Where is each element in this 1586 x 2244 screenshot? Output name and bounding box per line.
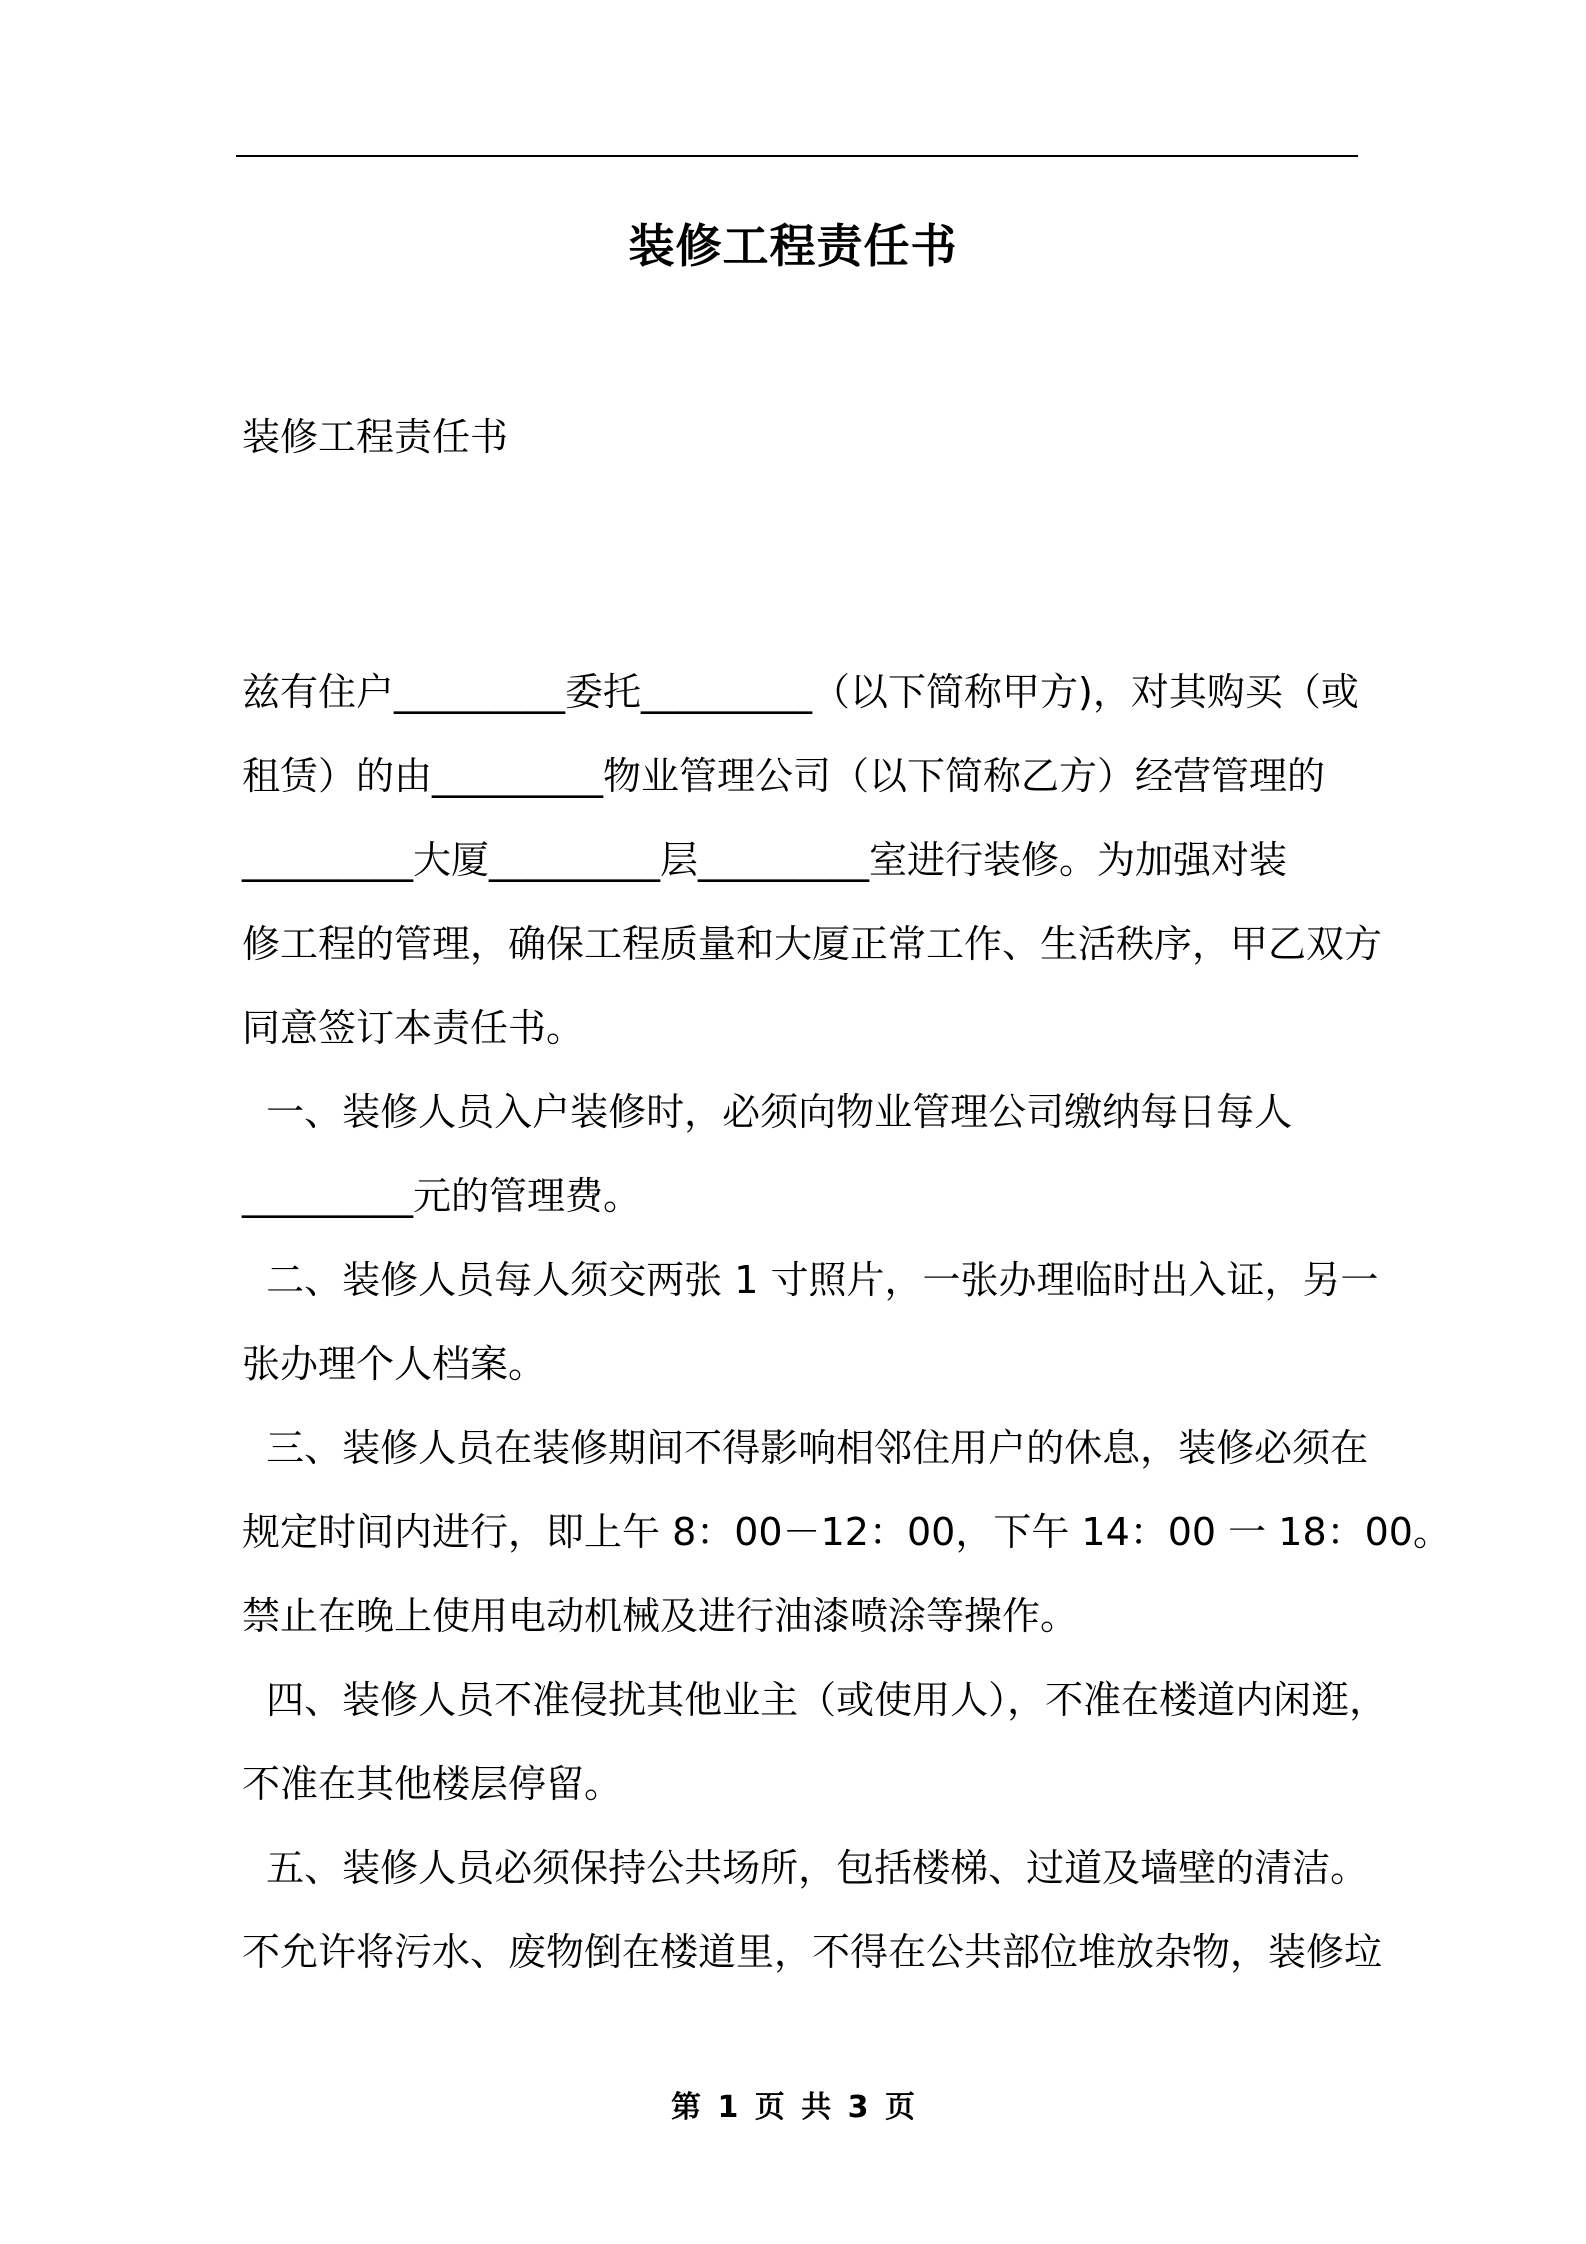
body-line: 五、装修人员必须保持公共场所，包括楼梯、过道及墙壁的清洁。 xyxy=(242,1846,1369,1890)
body-line: 规定时间内进行，即上午 8：00－12：00，下午 14：00 一 18：00。 xyxy=(242,1510,1451,1554)
document-title: 装修工程责任书 xyxy=(628,219,958,273)
page-number: 第 1 页 共 3 页 xyxy=(671,2090,915,2125)
body-line: 兹有住户_________委托_________（以下简称甲方)，对其购买（或 xyxy=(242,670,1359,714)
body-line: _________元的管理费。 xyxy=(242,1174,642,1218)
document-body xyxy=(242,650,1451,1994)
body-line: 禁止在晚上使用电动机械及进行油漆喷涂等操作。 xyxy=(242,1594,1079,1638)
body-line: 四、装修人员不准侵扰其他业主（或使用人），不准在楼道内闲逛， xyxy=(242,1678,1388,1722)
header-rule xyxy=(236,155,1358,157)
body-line: 张办理个人档案。 xyxy=(242,1342,547,1386)
body-line: 二、装修人员每人须交两张 1 寸照片，一张办理临时出入证，另一 xyxy=(242,1258,1379,1302)
body-line: 不允许将污水、废物倒在楼道里，不得在公共部位堆放杂物，装修垃 xyxy=(242,1930,1383,1974)
document-subtitle: 装修工程责任书 xyxy=(242,415,509,459)
body-line: 三、装修人员在装修期间不得影响相邻住用户的休息，装修必须在 xyxy=(242,1426,1369,1470)
body-line: 修工程的管理，确保工程质量和大厦正常工作、生活秩序，甲乙双方 xyxy=(242,922,1383,966)
body-line: 一、装修人员入户装修时，必须向物业管理公司缴纳每日每人 xyxy=(242,1090,1293,1134)
body-line: _________大厦_________层_________室进行装修。为加强对装 xyxy=(242,838,1288,882)
body-line: 租赁）的由_________物业管理公司（以下简称乙方）经营管理的 xyxy=(242,754,1326,798)
body-line: 同意签订本责任书。 xyxy=(242,1006,585,1050)
body-line: 不准在其他楼层停留。 xyxy=(242,1762,623,1806)
